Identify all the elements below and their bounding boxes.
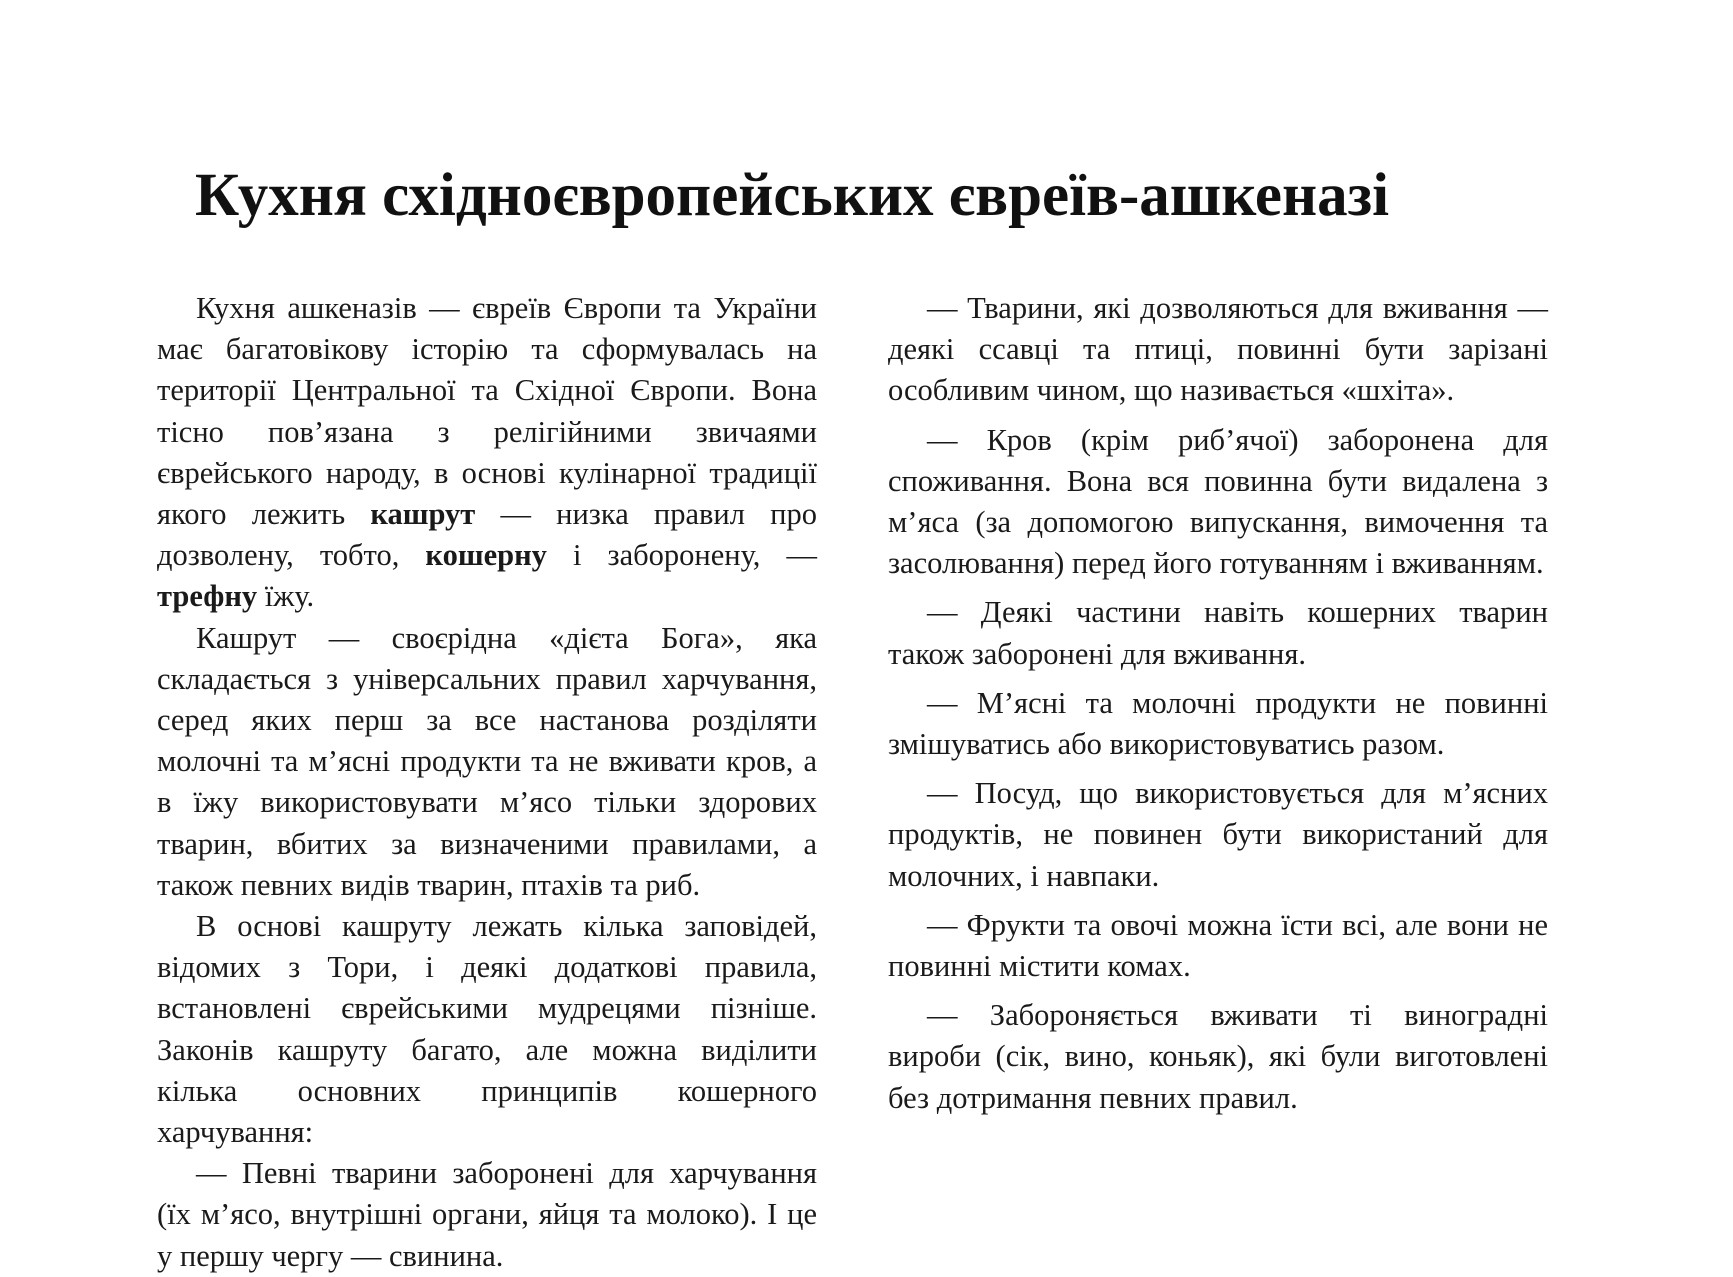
term-treif: трефну [157, 579, 258, 614]
intro-text-1: Кухня ашкеназів — євреїв Європи та України має багатовікову історію та сформувалась на території Центральної та Східної Європи. Вона тісно пов’язана з релігійними звичаями єврейського народу, в основі кулінарної традиції якого лежить [157, 291, 817, 532]
intro-text-3: і заборонену, — [546, 538, 817, 573]
term-kashrut: кашрут [370, 497, 476, 532]
page-title: Кухня східноєвропейських євреїв-ашкеназі [195, 162, 1390, 229]
rule-item: — Деякі частини навіть кошерних тварин також заборонені для вживання. [888, 595, 1548, 671]
intro-text-2: — низка правил про дозволену, тобто, [157, 497, 817, 573]
paragraph-kashrut-diet: Кашрут — своєрідна «дієта Бога», яка складається з універсальних правил харчування, серед яких перш за все настанова розділяти молочні та м’ясні продукти та не вживати кров, а в їжу використовувати м’ясо тільки здорових тварин, вбитих за визначеними правилами, а також певних видів тварин, птахів та риб. [157, 620, 817, 902]
rule-item: — Посуд, що використовується для м’ясних продуктів, не повинен бути використаний для молочних, і навпаки. [888, 776, 1548, 893]
rule-item: — Тварини, які дозволяються для вживання — деякі ссавці та птиці, повинні бути зарізані особливим чином, що називається «шхіта». [888, 291, 1548, 408]
term-kosher: кошерну [425, 538, 547, 573]
rule-item-forbidden-animals: — Певні тварини заборонені для харчування (їх м’ясо, внутрішні органи, яйця та молоко). І це у першу чергу — свинина. [157, 1156, 817, 1273]
paragraph-kashrut-basis: В основі кашруту лежать кілька заповідей, відомих з Тори, і деякі додаткові правила, встановлені єврейськими мудрецями пізніше. Законів кашруту багато, але можна виділити кілька основних принципів кошерного харчування: [157, 909, 817, 1150]
rule-item: — Фрукти та овочі можна їсти всі, але вони не повинні містити комах. [888, 907, 1548, 984]
rule-item: — Кров (крім риб’ячої) заборонена для споживання. Вона вся повинна бути видалена з м’яса (за допомогою випускання, вимочення та засолювання) перед його готуванням і вживанням. [888, 422, 1548, 581]
right-column [888, 288, 1548, 1119]
paragraph-intro [157, 288, 817, 618]
left-column [157, 288, 817, 1277]
rule-item: — М’ясні та молочні продукти не повинні змішуватись або використовуватись разом. [888, 685, 1548, 762]
intro-text-4: їжу. [257, 579, 315, 614]
rule-item: — Забороняється вживати ті виноградні вироби (сік, вино, коньяк), які були виготовлені без дотримання певних правил. [888, 998, 1548, 1115]
